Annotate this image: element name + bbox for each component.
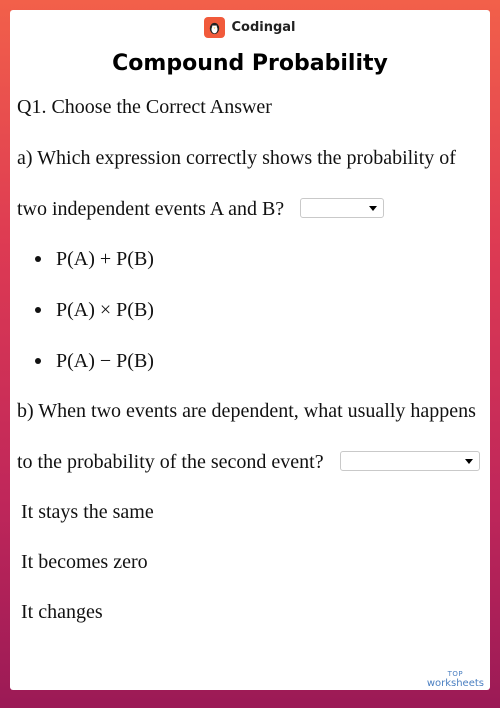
brand-header	[10, 17, 490, 38]
logo-bottom-text: worksheets	[426, 678, 484, 689]
part-b-option-1: It stays the same	[21, 501, 154, 523]
bullet-icon	[35, 256, 41, 262]
part-a-prompt-line2: two independent events A and B?	[17, 198, 285, 220]
bullet-icon	[35, 307, 41, 313]
topworksheets-logo[interactable]	[427, 670, 484, 688]
part-a-option-3: P(A) − P(B)	[56, 350, 154, 372]
worksheet-card	[10, 10, 490, 690]
part-b-prompt-line2: to the probability of the second event?	[17, 451, 324, 473]
bullet-icon	[35, 358, 41, 364]
brand-name: Codingal	[231, 20, 296, 35]
part-a-answer-dropdown[interactable]	[300, 198, 384, 218]
part-a-option-1: P(A) + P(B)	[56, 248, 154, 270]
chevron-down-icon	[465, 459, 473, 464]
page-title: Compound Probability	[112, 51, 388, 76]
part-a-option-2: P(A) × P(B)	[56, 299, 154, 321]
part-a-prompt-line1: a) Which expression correctly shows the probability of	[17, 147, 456, 169]
penguin-icon	[204, 17, 225, 38]
part-b-option-2: It becomes zero	[21, 551, 148, 573]
part-b-answer-dropdown[interactable]	[340, 451, 480, 471]
logo-top-text: TOP	[447, 670, 464, 678]
part-b-option-3: It changes	[21, 601, 103, 623]
part-b-prompt-line1: b) When two events are dependent, what usually happens	[17, 400, 476, 422]
chevron-down-icon	[369, 206, 377, 211]
question-heading: Q1. Choose the Correct Answer	[17, 96, 272, 118]
